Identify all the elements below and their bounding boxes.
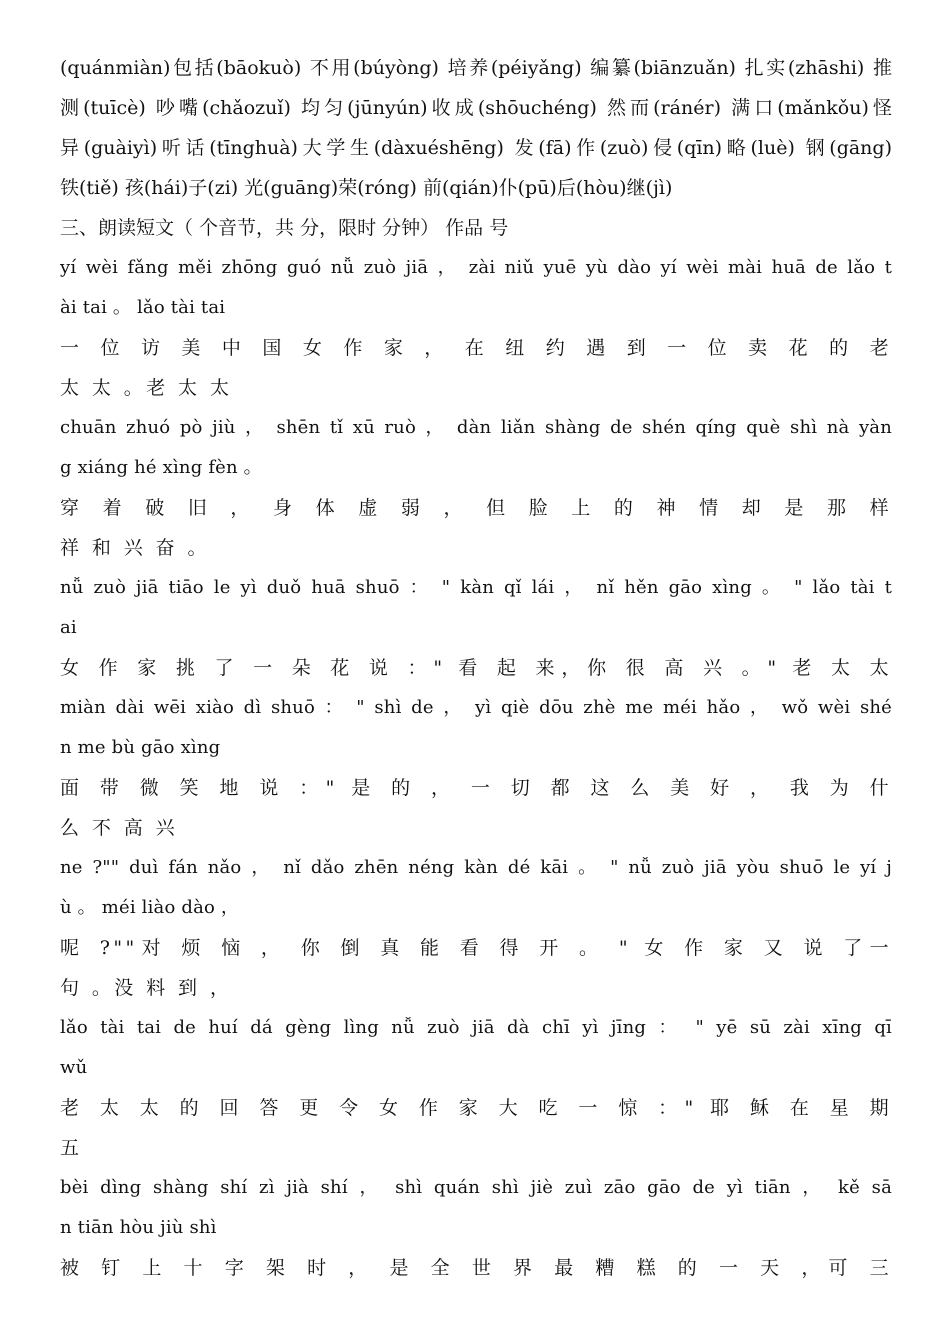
hanzi-line-6: 老 太 太 的 回 答 更 令 女 作 家 大 吃 一 惊 ：" 耶 稣 在 星 期: [60, 1097, 892, 1119]
pinyin-line-1: yí wèi fǎng měi zhōng guó nǚ zuò jiā ， zài niǔ yuē yù dào yí wèi mài huā de lǎo t: [60, 257, 892, 278]
hanzi-line-4-cont: 么 不 高 兴: [60, 817, 179, 839]
hanzi-line-2: 穿 着 破 旧 ， 身 体 虚 弱 ， 但 脸 上 的 神 情 却 是 那 样: [60, 497, 892, 519]
pinyin-line-1-cont: ài tai 。 lǎo tài tai: [60, 297, 226, 318]
pinyin-line-2: chuān zhuó pò jiù ， shēn tǐ xū ruò ， dàn liǎn shàng de shén qíng què shì nà yàn: [60, 417, 892, 438]
text-line-1: (quánmiàn)包括(bāokuò) 不用(búyòng) 培养(péiyǎng) 编纂(biānzuǎn) 扎实(zhāshi) 推: [60, 57, 892, 79]
pinyin-line-5: ne ?"" duì fán nǎo ， nǐ dǎo zhēn néng kàn dé kāi 。 " nǚ zuò jiā yòu shuō le yí j: [60, 857, 892, 878]
pinyin-line-2-cont: g xiáng hé xìng fèn 。: [60, 457, 262, 478]
text-line-2: 测(tuīcè) 吵嘴(chǎozuǐ) 均匀(jūnyún)收成(shōuchéng) 然而(ránér) 满口(mǎnkǒu)怪: [60, 97, 892, 119]
hanzi-line-5-cont: 句 。没 料 到 ，: [60, 977, 233, 999]
hanzi-line-3: 女 作 家 挑 了 一 朵 花 说 ：" 看 起 来，你 很 高 兴 。" 老 太 太: [60, 657, 892, 679]
hanzi-line-4: 面 带 微 笑 地 说 ：" 是 的 ， 一 切 都 这 么 美 好 ， 我 为 什: [60, 777, 892, 799]
hanzi-line-6-cont: 五: [60, 1137, 83, 1159]
document-page: [60, 48, 892, 1288]
pinyin-line-4-cont: n me bù gāo xìng: [60, 737, 221, 758]
pinyin-line-7: bèi dìng shàng shí zì jià shí ， shì quán shì jiè zuì zāo gāo de yì tiān ， kě sā: [60, 1177, 892, 1198]
pinyin-line-6: lǎo tài tai de huí dá gèng lìng nǚ zuò jiā dà chī yì jīng ： " yē sū zài xīng qī: [60, 1017, 892, 1038]
hanzi-line-7: 被 钉 上 十 字 架 时 ， 是 全 世 界 最 糟 糕 的 一 天 ，可 三: [60, 1257, 892, 1279]
pinyin-line-6-cont: wǔ: [60, 1057, 88, 1078]
hanzi-line-2-cont: 祥 和 兴 奋 。: [60, 537, 210, 559]
pinyin-line-7-cont: n tiān hòu jiù shì: [60, 1217, 217, 1238]
text-line-3: 异(guàiyì)听话(tīnghuà)大学生(dàxuéshēng) 发(fā)作(zuò)侵(qīn)略(luè) 钢(gāng): [60, 137, 892, 159]
pinyin-line-3-cont: ai: [60, 617, 77, 638]
hanzi-line-5: 呢 ?""对 烦 恼 ， 你 倒 真 能 看 得 开 。 " 女 作 家 又 说 了一: [60, 937, 892, 959]
pinyin-line-5-cont: ù 。 méi liào dào ，: [60, 897, 240, 918]
hanzi-line-1: 一 位 访 美 中 国 女 作 家 ， 在 纽 约 遇 到 一 位 卖 花 的 老: [60, 337, 892, 359]
text-line-4: 铁(tiě) 孩(hái)子(zi) 光(guāng)荣(róng) 前(qián)仆(pū)后(hòu)继(jì): [60, 177, 673, 199]
pinyin-line-3: nǚ zuò jiā tiāo le yì duǒ huā shuō ： " kàn qǐ lái ， nǐ hěn gāo xìng 。 " lǎo tài t: [60, 577, 892, 598]
hanzi-line-1-cont: 太 太 。老 太 太: [60, 377, 233, 399]
section-heading: 三、朗读短文（ 个音节，共 分，限时 分钟） 作品 号: [60, 217, 509, 239]
pinyin-line-4: miàn dài wēi xiào dì shuō ： " shì de ， yì qiè dōu zhè me méi hǎo ， wǒ wèi shé: [60, 697, 892, 718]
